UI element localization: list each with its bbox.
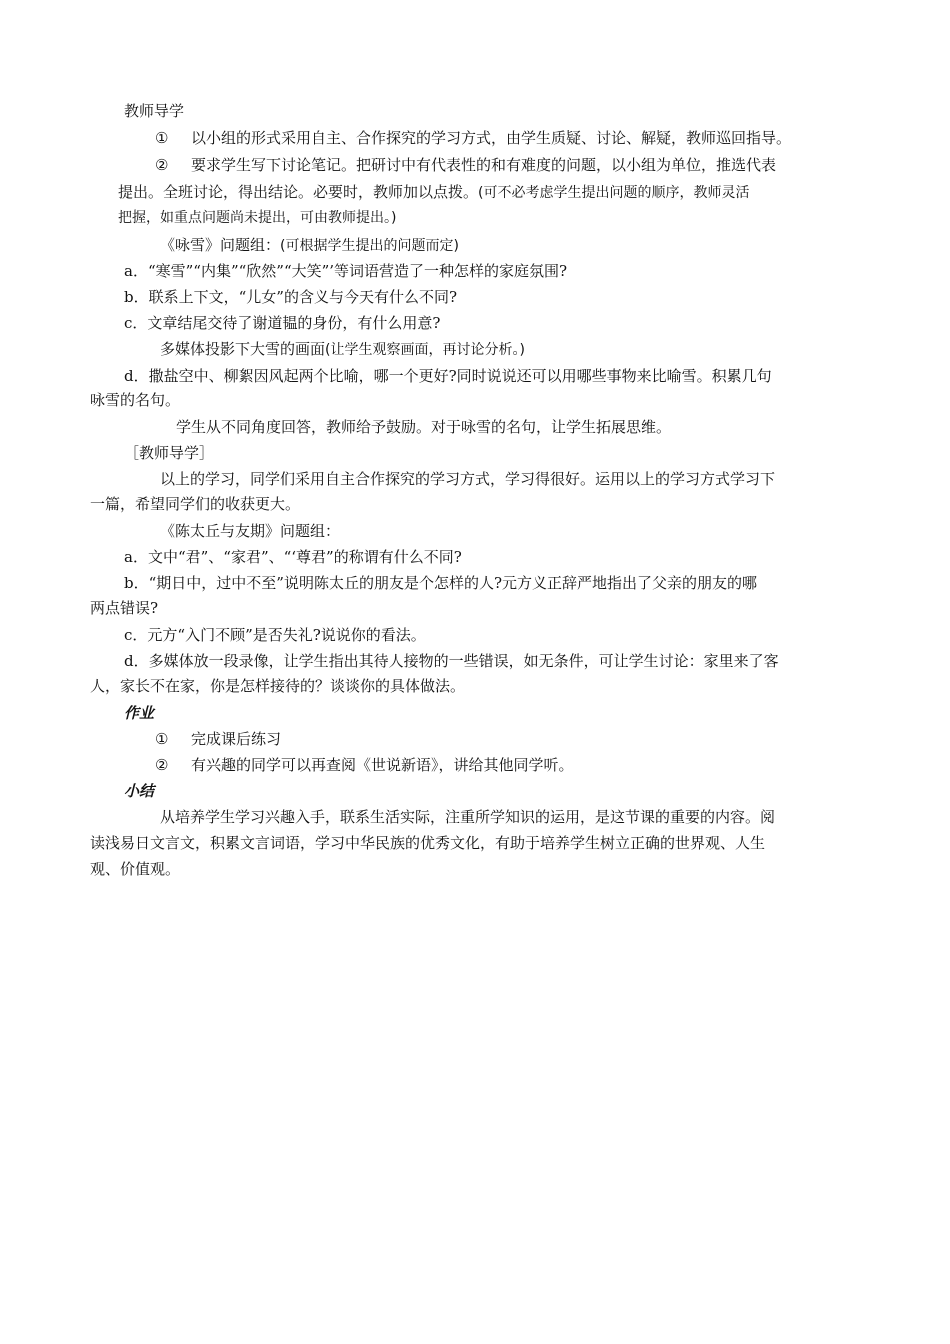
chentaiqiu-title: 《陈太丘与友期》问题组：: [160, 522, 341, 540]
transition-line-1: 以上的学习，同学们采用自主合作探究的学习方式，学习得很好。运用以上的学习方式学习下: [160, 470, 776, 488]
guide-item-2-text: 要求学生写下讨论笔记。把研讨中有代表性的和有难度的问题，以小组为单位，推选代表: [191, 156, 777, 174]
transition-line-2: 一篇，希望同学们的收获更大。: [90, 495, 301, 513]
yongxue-title-note: (可根据学生提出的问题而定): [280, 238, 459, 254]
heading-teacher-guide-bracket: ［教师导学］: [124, 444, 215, 462]
chentaiqiu-question-c: c．元方“入门不顾”是否失礼?说说你的看法。: [124, 626, 426, 644]
guide-item-2-note: (可不必考虑学生提出问题的顺序，教师灵活: [478, 185, 750, 201]
homework-item-1-text: 完成课后练习: [191, 730, 282, 748]
guide-item-2-line-2: [118, 182, 749, 204]
chentaiqiu-question-d-line-1: d．多媒体放一段录像，让学生指出其待人接物的一些错误，如无条件，可让学生讨论：家里来了客: [124, 652, 779, 670]
guide-item-1-marker: ①: [155, 129, 169, 147]
summary-line-1: 从培养学生学习兴趣入手，联系生活实际，注重所学知识的运用，是这节课的重要的内容。阅: [160, 808, 776, 826]
guide-item-2-line-1: [155, 155, 776, 177]
yongxue-question-a: a．“寒雪”“内集”“欣然”“大笑”’等词语营造了一种怎样的家庭氛围?: [124, 262, 568, 280]
yongxue-media: [160, 339, 525, 361]
homework-item-2: [155, 755, 574, 777]
chentaiqiu-question-b-line-2: 两点错误?: [90, 599, 159, 617]
homework-item-1: [155, 729, 281, 751]
summary-line-2: 读浅易日文言文，积累文言词语，学习中华民族的优秀文化，有助于培养学生树立正确的世界观、人生: [90, 834, 766, 852]
yongxue-media-note: (让学生观察画面，再讨论分析。): [325, 342, 525, 358]
homework-item-2-text: 有兴趣的同学可以再查阅《世说新语》，讲给其他同学听。: [191, 756, 574, 774]
yongxue-media-text: 多媒体投影下大雪的画面: [160, 340, 326, 358]
guide-item-1: [155, 128, 791, 150]
yongxue-question-b: b．联系上下文，“儿女”的含义与今天有什么不同?: [124, 288, 457, 306]
yongxue-question-d-line-2: 咏雪的名句。: [90, 391, 181, 409]
homework-item-2-marker: ②: [155, 756, 169, 774]
chentaiqiu-question-b-line-1: b．“期日中，过中不至”说明陈太丘的朋友是个怎样的人?元方义正辞严地指出了父亲的朋友的哪: [124, 574, 757, 592]
homework-heading: 作业: [124, 704, 155, 722]
summary-heading: 小结: [124, 782, 155, 800]
yongxue-title-text: 《咏雪》问题组：: [160, 236, 281, 254]
guide-item-2-marker: ②: [155, 156, 169, 174]
yongxue-question-c: c．文章结尾交待了谢道韫的身份，有什么用意?: [124, 314, 441, 332]
guide-item-2-line-3: 把握，如重点问题尚未提出，可由教师提出。): [118, 210, 397, 226]
guide-item-1-text: 以小组的形式采用自主、合作探究的学习方式，由学生质疑、讨论、解疑，教师巡回指导。: [191, 129, 792, 147]
summary-line-3: 观、价值观。: [90, 860, 181, 878]
chentaiqiu-question-d-line-2: 人，家长不在家，你是怎样接待的？谈谈你的具体做法。: [90, 677, 466, 695]
yongxue-title: [160, 235, 459, 257]
yongxue-student-answer: 学生从不同角度回答，教师给予鼓励。对于咏雪的名句，让学生拓展思维。: [176, 418, 672, 436]
heading-teacher-guide: 教师导学: [124, 102, 185, 120]
chentaiqiu-question-a: a．文中“君”、“家君”、“‘尊君”的称谓有什么不同?: [124, 548, 462, 566]
homework-item-1-marker: ①: [155, 730, 169, 748]
guide-item-2-line-2-text: 提出。全班讨论，得出结论。必要时，教师加以点拨。: [118, 183, 479, 201]
yongxue-question-d-line-1: d．撒盐空中、柳絮因风起两个比喻，哪一个更好?同时说说还可以用哪些事物来比喻雪。积累几句: [124, 367, 772, 385]
